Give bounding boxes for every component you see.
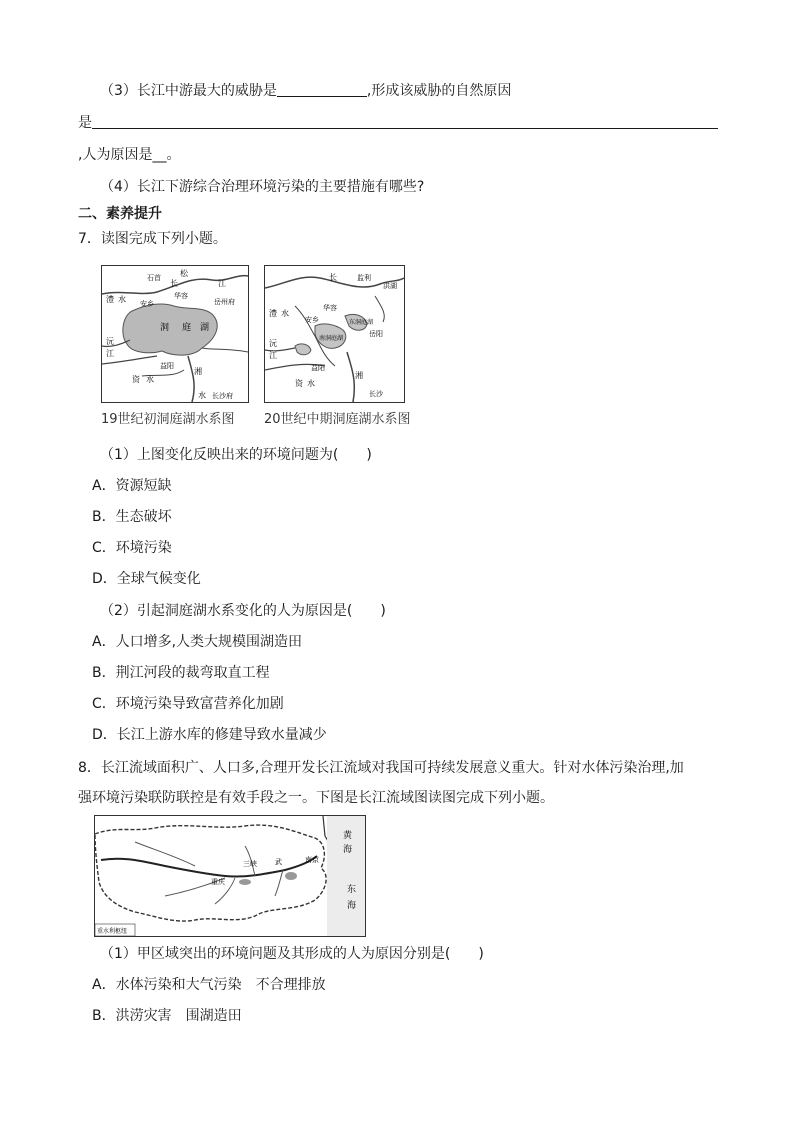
yangtze-basin-map	[94, 815, 366, 937]
map1-caption: 19世纪初洞庭湖水系图	[101, 412, 235, 427]
option-c[interactable]: C．环境污染导致富营养化加剧	[92, 696, 284, 712]
lake-map-20c	[265, 266, 404, 402]
option-a[interactable]: A．水体污染和大气污染 不合理排放	[92, 977, 326, 993]
map1-label: 水	[198, 391, 206, 400]
map1-label: 洞	[160, 323, 170, 333]
map1-label: 安乡	[140, 300, 154, 308]
map1-label: 江	[106, 349, 114, 358]
map1-label: 长沙府	[212, 392, 233, 400]
map-19th-century	[101, 265, 249, 403]
map1-label: 湘	[194, 367, 202, 376]
q8-stem-line1: 8．长江流域面积广、人口多,合理开发长江流域对我国可持续发展意义重大。针对水体污染治理,加	[78, 760, 684, 776]
map1-label: 水	[146, 375, 154, 384]
map1-label: 庭	[182, 323, 192, 333]
sea-label: 海	[343, 845, 353, 855]
lake-map-19c	[102, 266, 248, 402]
sea-label: 东	[347, 885, 357, 895]
q7-sub1-stem: （1）上图变化反映出来的环境问题为( )	[100, 447, 372, 463]
q8-sub1-stem: （1）甲区域突出的环境问题及其形成的人为原因分别是( )	[100, 946, 484, 962]
map2-label: 资	[295, 379, 303, 388]
map-20th-century	[264, 265, 405, 403]
q6-part3-suffix: ,形成该威胁的自然原因	[366, 83, 512, 99]
option-d[interactable]: D．全球气候变化	[92, 571, 201, 587]
map1-label: 江	[218, 279, 226, 288]
map2-caption: 20世纪中期洞庭湖水系图	[264, 412, 411, 427]
map1-label: 澧	[106, 295, 114, 304]
q6-part3-line3: ,人为原因是__。	[78, 147, 181, 163]
map1-label: 水	[118, 295, 126, 304]
map2-label: 南洞庭湖	[319, 335, 344, 342]
city-label: 南京	[305, 856, 319, 864]
map2-label: 沅	[269, 339, 277, 348]
map1-label: 益阳	[160, 362, 174, 370]
city-label: 三峡	[243, 860, 257, 868]
map2-label: 长沙	[369, 390, 383, 398]
map2-label: 监利	[357, 274, 371, 282]
q8-stem-line2: 强环境污染联防联控是有效手段之一。下图是长江流域图读图完成下列小题。	[78, 790, 554, 806]
q6-part3-line1	[100, 82, 511, 100]
answer-blank-long[interactable]	[92, 114, 718, 129]
map2-label: 岳阳	[369, 330, 383, 338]
legend-label: 重水利枢纽	[97, 928, 128, 935]
q7-sub2-stem: （2）引起洞庭湖水系变化的人为原因是( )	[100, 603, 386, 619]
map2-label: 澧	[269, 309, 277, 318]
city-label: 武	[275, 858, 282, 866]
basin-map	[95, 816, 365, 936]
q6-part4: （4）长江下游综合治理环境污染的主要措施有哪些?	[100, 179, 425, 195]
map1-label: 长	[170, 279, 178, 288]
map2-label: 益阳	[311, 364, 325, 372]
city-label: 重庆	[211, 878, 225, 886]
option-a[interactable]: A．资源短缺	[92, 478, 172, 494]
q6-part3-prefix: （3）长江中游最大的威胁是	[100, 83, 277, 99]
map2-label: 安乡	[305, 316, 319, 324]
q6-part3-line2-prefix: 是	[78, 115, 92, 131]
map2-label: 洪湖	[383, 282, 397, 290]
map2-label: 水	[281, 309, 289, 318]
q7-stem: 7．读图完成下列小题。	[78, 231, 227, 247]
option-d[interactable]: D．长江上游水库的修建导致水量减少	[92, 727, 327, 743]
map1-label: 岳州府	[214, 298, 235, 306]
map1-label: 华容	[174, 292, 188, 300]
option-b[interactable]: B．洪涝灾害 围湖造田	[92, 1008, 242, 1024]
map1-label: 石首	[147, 274, 161, 282]
section-title: 二、素养提升	[78, 206, 162, 222]
map1-label: 松	[180, 269, 188, 278]
option-c[interactable]: C．环境污染	[92, 540, 172, 556]
q6-part3-line2	[78, 114, 718, 132]
option-b[interactable]: B．生态破坏	[92, 509, 172, 525]
answer-blank[interactable]	[277, 82, 367, 97]
map2-label: 东洞庭湖	[349, 319, 374, 326]
map1-label: 资	[132, 375, 140, 384]
sea-label: 海	[347, 901, 357, 911]
sea-label: 黄	[343, 831, 353, 841]
map2-label: 江	[269, 351, 277, 360]
map2-label: 湘	[355, 371, 363, 380]
map1-label: 沅	[106, 337, 114, 346]
option-a[interactable]: A．人口增多,人类大规模围湖造田	[92, 634, 303, 650]
map1-label: 湖	[200, 323, 210, 333]
map2-label: 长	[329, 273, 337, 282]
option-b[interactable]: B．荆江河段的裁弯取直工程	[92, 665, 270, 681]
map2-label: 水	[307, 379, 315, 388]
map2-label: 华容	[323, 304, 337, 312]
